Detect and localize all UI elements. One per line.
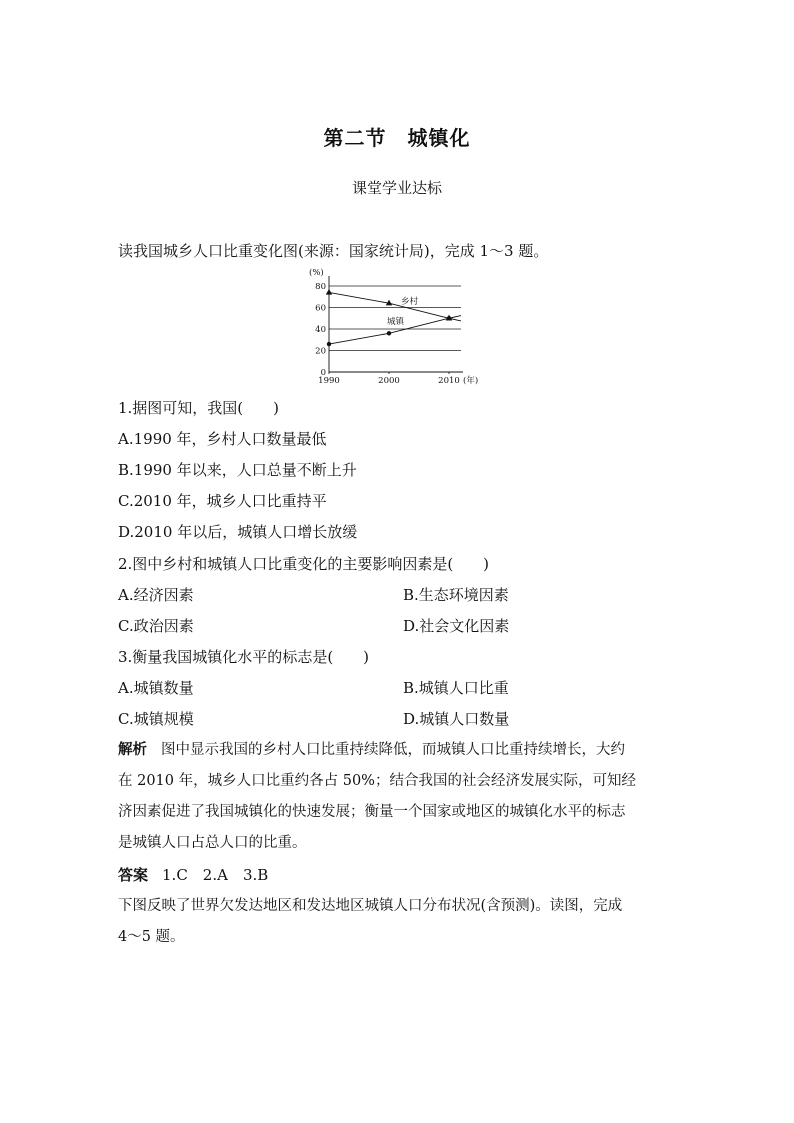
question-2-option-a: A.经济因素 — [118, 586, 194, 604]
analysis-line-1 — [118, 740, 625, 760]
series-0-point-1990 — [326, 289, 332, 295]
chart-labels — [309, 267, 478, 386]
x-tick-label-2010: 2010 — [438, 376, 460, 386]
x-axis-label: (年) — [463, 376, 479, 386]
x-tick-label-1990: 1990 — [318, 376, 340, 386]
question-1-option-d: D.2010 年以后，城镇人口增长放缓 — [118, 523, 358, 541]
question-3-option-d: D.城镇人口数量 — [403, 710, 510, 728]
analysis-line-2: 在 2010 年，城乡人口比重约各占 50%；结合我国的社会经济发展实际，可知经 — [118, 773, 636, 789]
y-tick-label-40: 40 — [315, 325, 326, 335]
question-3-option-c: C.城镇规模 — [118, 710, 194, 728]
question-3-stem: 3.衡量我国城镇化水平的标志是( ) — [118, 648, 370, 666]
y-tick-label-0: 0 — [320, 368, 326, 378]
section-subtitle: 课堂学业达标 — [351, 179, 442, 197]
question-2-option-d: D.社会文化因素 — [403, 617, 510, 635]
next-intro-line-2: 4～5 题。 — [118, 929, 185, 945]
analysis-line-4: 是城镇人口占总人口的比重。 — [118, 835, 307, 851]
x-tick-label-2000: 2000 — [378, 376, 400, 386]
question-1-option-c: C.2010 年，城乡人口比重持平 — [118, 492, 327, 510]
question-2-option-b: B.生态环境因素 — [403, 586, 509, 604]
series-label-1: 城镇 — [387, 317, 405, 327]
y-tick-label-20: 20 — [315, 346, 326, 357]
question-3-option-b: B.城镇人口比重 — [403, 679, 509, 697]
answer-label: 答案 — [118, 866, 149, 884]
series-1-point-2000 — [387, 331, 391, 335]
population-ratio-chart — [305, 266, 485, 390]
question-2-option-c: C.政治因素 — [118, 617, 194, 635]
series-label-0: 乡村 — [401, 297, 419, 307]
y-axis-label: (%) — [309, 268, 324, 278]
question-1-option-b: B.1990 年以来，人口总量不断上升 — [118, 461, 357, 479]
answer-line — [118, 865, 268, 885]
analysis-text-1: 图中显示我国的乡村人口比重持续降低，而城镇人口比重持续增长，大约 — [161, 742, 625, 758]
page-title: 第二节 城镇化 — [323, 126, 471, 150]
y-tick-label-80: 80 — [315, 282, 326, 292]
intro-text: 读我国城乡人口比重变化图(来源：国家统计局)，完成 1～3 题。 — [118, 242, 549, 260]
series-1-point-1990 — [327, 342, 331, 346]
series-1-point-2010 — [447, 316, 451, 320]
question-1-stem: 1.据图可知，我国( ) — [118, 399, 280, 417]
question-3-option-a: A.城镇数量 — [118, 679, 194, 697]
analysis-label: 解析 — [118, 741, 147, 758]
y-tick-label-60: 60 — [315, 303, 326, 314]
answer-text: 1.C 2.A 3.B — [162, 866, 269, 884]
next-intro-line-1: 下图反映了世界欠发达地区和发达地区城镇人口分布状况(含预测)。读图，完成 — [118, 898, 623, 914]
question-1-option-a: A.1990 年，乡村人口数量最低 — [118, 430, 327, 448]
question-2-stem: 2.图中乡村和城镇人口比重变化的主要影响因素是( ) — [118, 555, 490, 573]
analysis-line-3: 济因素促进了我国城镇化的快速发展；衡量一个国家或地区的城镇化水平的标志 — [118, 804, 626, 820]
